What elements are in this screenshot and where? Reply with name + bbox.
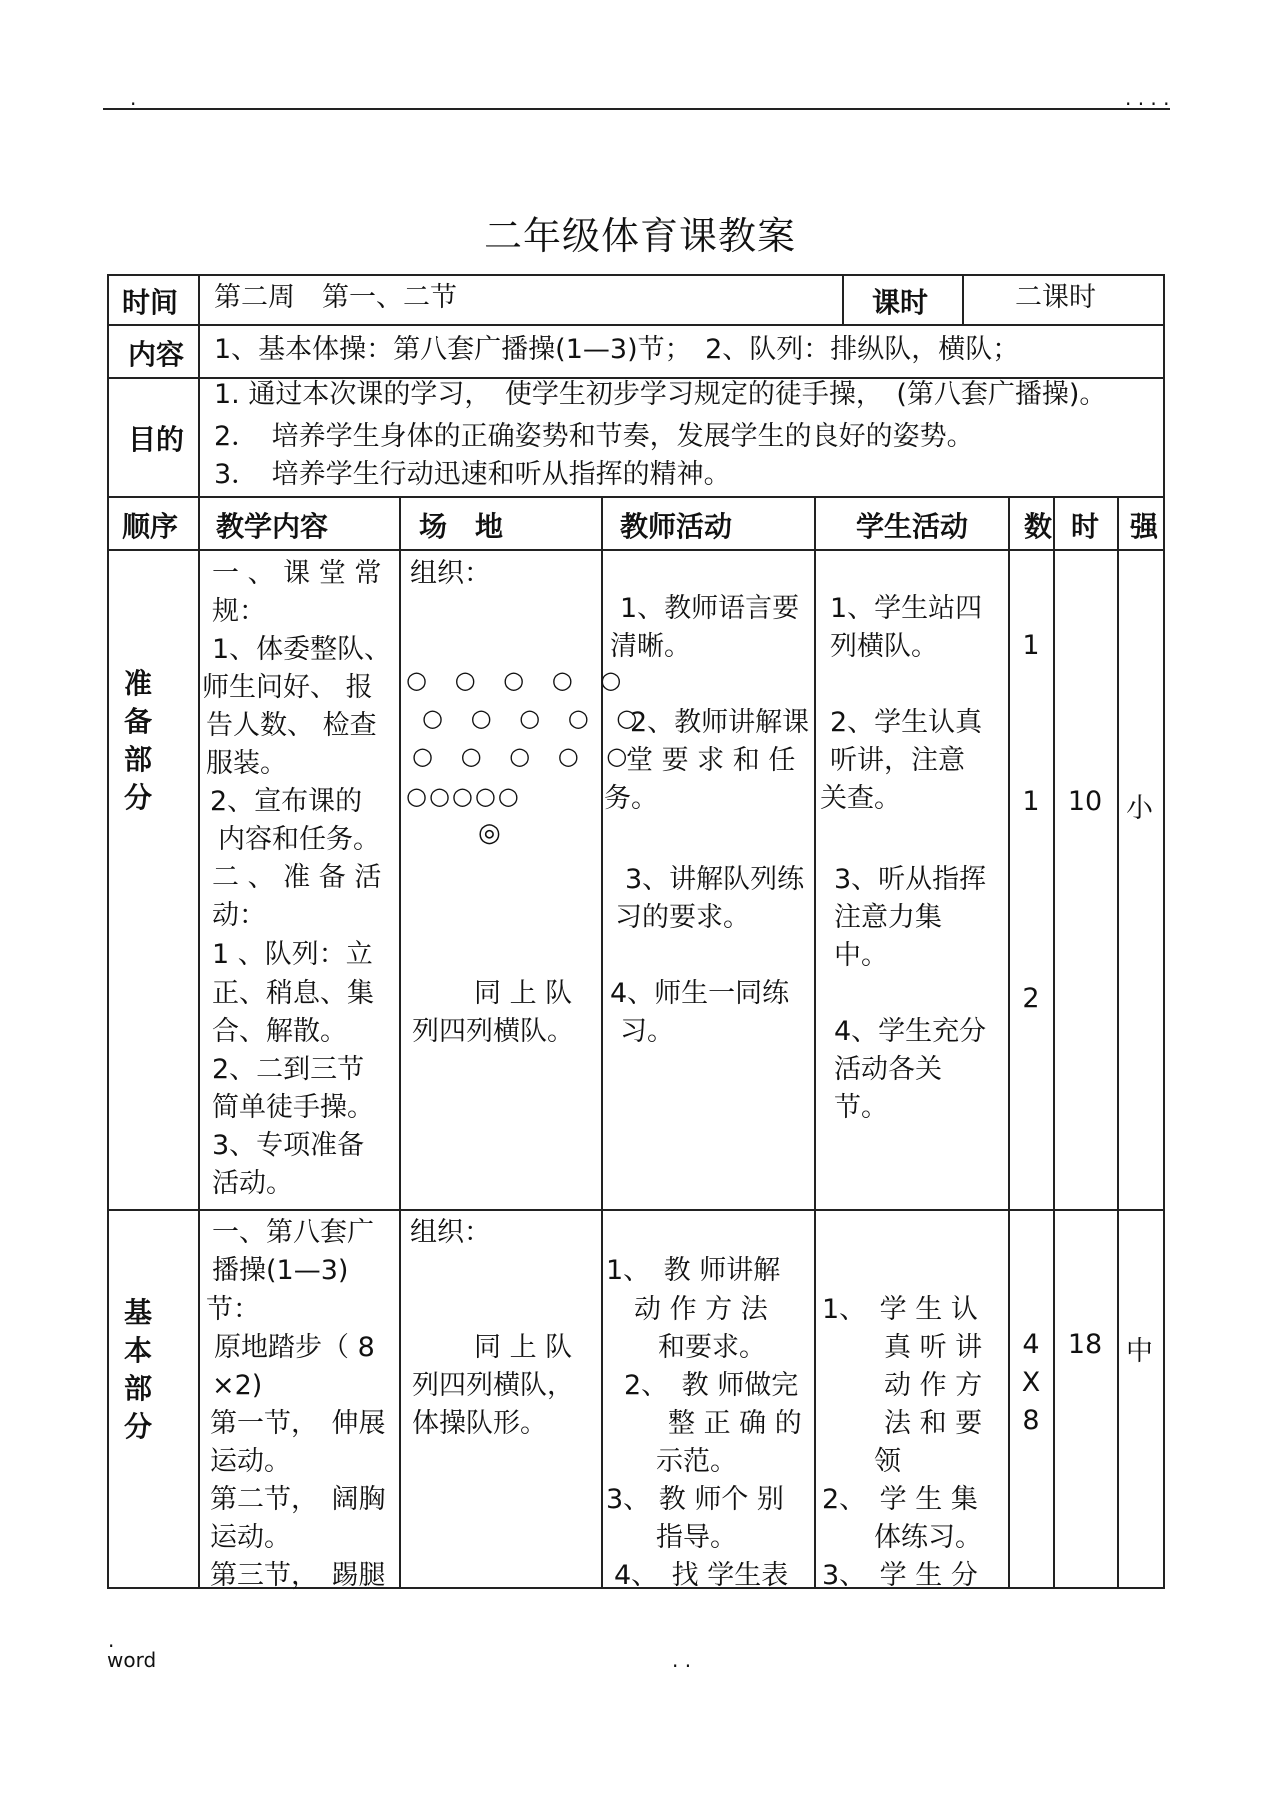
basic-content-line: 第二节， 阔胸 <box>210 1484 386 1515</box>
prep-content-line: 合、解散。 <box>212 1016 347 1047</box>
col-header-teacher: 教师活动 <box>620 510 733 543</box>
col-header-student: 学生活动 <box>856 510 969 543</box>
basic-teacher-line: 4、 找 学生表 <box>614 1560 789 1591</box>
col-divider <box>399 496 401 1589</box>
prep-count: 2 <box>1022 983 1040 1014</box>
prep-student-line: 关查。 <box>820 783 901 814</box>
basic-venue-line: 同 上 队 <box>474 1332 573 1363</box>
time-value: 第二周 第一、二节 <box>214 282 457 313</box>
basic-count: 4 <box>1022 1329 1040 1360</box>
prep-section-label: 准备部分 <box>123 667 152 814</box>
goal-label: 目的 <box>128 423 185 456</box>
basic-teacher-line: 3、 教 师个 别 <box>606 1484 784 1515</box>
row-divider <box>107 496 1165 498</box>
basic-teacher-line: 指导。 <box>656 1522 737 1553</box>
content-value: 1、基本体操：第八套广播操(1—3)节； 2、队列：排纵队，横队； <box>214 334 1020 365</box>
prep-student-line: 4、学生充分 <box>834 1016 987 1047</box>
page-title: 二年级体育课教案 <box>483 214 796 258</box>
prep-content-line: 正、稍息、集 <box>212 978 374 1009</box>
prep-content-line: 内容和任务。 <box>218 824 380 855</box>
prep-student-line: 活动各关 <box>834 1054 942 1085</box>
col-header-venue: 场 地 <box>419 510 504 543</box>
prep-student-line: 2、学生认真 <box>830 707 983 738</box>
col-header-count: 数 <box>1024 510 1053 543</box>
footer-left-dot: . <box>108 1628 115 1652</box>
row-divider <box>107 324 1165 326</box>
goal-line: 3． 培养学生行动迅速和听从指挥的精神。 <box>214 459 731 490</box>
row-divider <box>107 549 1165 551</box>
prep-teacher-line: 清晰。 <box>610 631 691 662</box>
prep-venue-line: 同 上 队 <box>474 978 573 1009</box>
basic-venue-line: 列四列横队， <box>412 1370 574 1401</box>
formation-row: ○ ○ ○ ○ ○ <box>406 666 632 694</box>
col-divider <box>198 274 200 1589</box>
prep-content-line: 2、二到三节 <box>212 1054 365 1085</box>
header-right-dots: . . . . <box>1125 86 1170 110</box>
prep-student-line: 中。 <box>834 940 888 971</box>
basic-content-line: 原地踏步（ 8 <box>214 1332 375 1363</box>
prep-student-line: 听讲，注意 <box>830 745 965 776</box>
prep-teacher-line: 3、讲解队列练 <box>625 864 805 895</box>
prep-content-line: 二 、 准 备 活 <box>212 862 382 893</box>
goal-line: 1. 通过本次课的学习， 使学生初步学习规定的徒手操， (第八套广播操)。 <box>214 379 1107 410</box>
prep-teacher-line: 习。 <box>620 1016 674 1047</box>
period-value: 二课时 <box>1015 282 1096 313</box>
period-label: 课时 <box>872 286 929 319</box>
goal-line: 2． 培养学生身体的正确姿势和节奏，发展学生的良好的姿势。 <box>214 421 974 452</box>
basic-content-line: 一、第八套广 <box>212 1217 374 1248</box>
basic-content-line: ×2) <box>212 1370 263 1401</box>
teacher-position-icon: ◎ <box>478 818 501 848</box>
basic-student-line: 体练习。 <box>874 1522 982 1553</box>
basic-content-line: 第三节， 踢腿 <box>210 1560 386 1591</box>
prep-content-line: 2、宣布课的 <box>210 786 363 817</box>
col-header-content: 教学内容 <box>216 510 329 543</box>
basic-content-line: 第一节， 伸展 <box>210 1408 386 1439</box>
prep-venue-line: 列四列横队。 <box>412 1016 574 1047</box>
prep-count: 1 <box>1022 786 1040 817</box>
col-header-order: 顺序 <box>122 510 179 543</box>
col-header-intensity: 强 <box>1130 510 1159 543</box>
prep-content-line: 一 、 课 堂 常 <box>212 558 382 589</box>
col-divider <box>1117 496 1119 1589</box>
row-divider <box>107 1209 1165 1211</box>
prep-content-line: 动： <box>212 900 266 931</box>
basic-teacher-line: 1、 教 师讲解 <box>606 1255 781 1286</box>
prep-content-line: 简单徒手操。 <box>212 1092 374 1123</box>
prep-teacher-line: 1、教师语言要 <box>620 593 800 624</box>
prep-content-line: 师生问好、 报 <box>202 672 373 703</box>
prep-student-line: 3、听从指挥 <box>834 864 987 895</box>
basic-student-line: 法 和 要 <box>884 1408 983 1439</box>
basic-venue-line: 体操队形。 <box>412 1408 547 1439</box>
prep-student-line: 列横队。 <box>830 631 938 662</box>
basic-student-line: 3、 学 生 分 <box>822 1560 978 1591</box>
basic-student-line: 真 听 讲 <box>884 1332 983 1363</box>
basic-venue-org: 组织： <box>410 1217 491 1248</box>
prep-content-line: 1 、队列：立 <box>212 939 373 970</box>
basic-teacher-line: 示范。 <box>656 1446 737 1477</box>
basic-student-line: 1、 学 生 认 <box>822 1294 978 1325</box>
col-header-time: 时 <box>1071 510 1100 543</box>
prep-teacher-line: 4、师生一同练 <box>610 978 790 1009</box>
prep-content-line: 3、专项准备 <box>212 1130 365 1161</box>
formation-row: ○ ○ ○ ○ ○ <box>412 742 638 770</box>
col-divider <box>962 274 964 324</box>
prep-content-line: 告人数、 检查 <box>206 710 377 741</box>
prep-student-line: 节。 <box>834 1092 888 1123</box>
basic-intensity: 中 <box>1126 1336 1153 1367</box>
prep-count: 1 <box>1022 630 1040 661</box>
formation-row: ○○○○○ <box>406 782 521 810</box>
basic-content-line: 运动。 <box>210 1446 291 1477</box>
prep-content-line: 1、体委整队、 <box>212 634 392 665</box>
header-left-dot: . <box>130 86 137 110</box>
prep-venue-org: 组织： <box>410 558 491 589</box>
col-divider <box>814 496 816 1589</box>
basic-student-line: 2、 学 生 集 <box>822 1484 978 1515</box>
prep-teacher-line: 2、教师讲解课 <box>630 707 810 738</box>
col-divider <box>842 274 844 324</box>
time-label: 时间 <box>122 286 179 319</box>
prep-content-line: 活动。 <box>212 1168 293 1199</box>
basic-teacher-line: 整 正 确 的 <box>668 1408 802 1439</box>
prep-teacher-line: 习的要求。 <box>615 902 750 933</box>
prep-content-line: 规： <box>212 596 266 627</box>
prep-content-line: 服装。 <box>206 748 287 779</box>
prep-student-line: 1、学生站四 <box>830 593 983 624</box>
col-divider <box>1053 496 1055 1589</box>
basic-student-line: 领 <box>874 1446 901 1477</box>
col-divider <box>601 496 603 1589</box>
footer-word: word <box>107 1648 157 1672</box>
basic-time: 18 <box>1067 1329 1103 1360</box>
basic-content-line: 节： <box>206 1294 260 1325</box>
basic-content-line: 播操(1—3) <box>212 1255 349 1286</box>
prep-teacher-line: 堂 要 求 和 任 <box>626 745 796 776</box>
prep-intensity: 小 <box>1126 793 1153 824</box>
basic-count: 8 <box>1022 1405 1040 1436</box>
basic-content-line: 运动。 <box>210 1522 291 1553</box>
prep-time: 10 <box>1067 786 1103 817</box>
basic-section-label: 基本部分 <box>123 1296 152 1443</box>
prep-teacher-line: 务。 <box>604 783 658 814</box>
formation-row: ○ ○ ○ ○ ○ <box>422 704 648 732</box>
prep-student-line: 注意力集 <box>834 902 942 933</box>
basic-teacher-line: 动 作 方 法 <box>634 1294 768 1325</box>
basic-count: X <box>1021 1367 1041 1398</box>
basic-teacher-line: 和要求。 <box>658 1332 766 1363</box>
basic-teacher-line: 2、 教 师做完 <box>624 1370 799 1401</box>
header-rule <box>103 108 1170 110</box>
footer-right-dots: . . <box>672 1648 692 1672</box>
content-label: 内容 <box>128 338 185 371</box>
basic-student-line: 动 作 方 <box>884 1370 983 1401</box>
